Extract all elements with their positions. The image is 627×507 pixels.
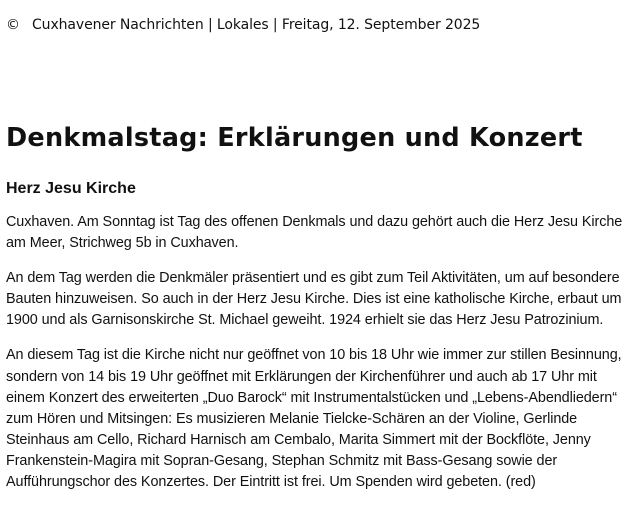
- source-line: [6, 15, 480, 35]
- source-text: Cuxhavener Nachrichten | Lokales | Freitag, 12. September 2025: [32, 17, 481, 33]
- copyright-symbol: ©: [6, 17, 20, 33]
- article-paragraph: Cuxhaven. Am Sonntag ist Tag des offenen Denkmals und dazu gehört auch die Herz Jesu Kirche am Meer, Strichweg 5b in Cuxhaven.: [6, 214, 623, 252]
- article-subheading: Herz Jesu Kirche: [6, 180, 136, 197]
- article-paragraph: An diesem Tag ist die Kirche nicht nur geöffnet von 10 bis 18 Uhr wie immer zur stillen Besinnung, sondern von 14 bis 19 Uhr geöffnet mit Erklärungen der Kirchenführer und auch ab 17 Uhr mit einem Konzert des erweiterten „Duo Barock“ mit Instrumentalstücken und „Lebens-Abendliedern“ zum Hören und Mitsingen: Es musizieren Melanie Tielcke-Schären an der Violine, Gerlinde Steinhaus am Cello, Richard Harnisch am Cembalo, Marita Simmert mit der Bockflöte, Jenny Frankenstein-Magira mit Sopran-Gesang, Stephan Schmitz mit Bass-Gesang sowie der Aufführungschor des Konzertes. Der Eintritt ist frei. Um Spenden wird gebeten. (red): [6, 347, 622, 491]
- article-paragraph: An dem Tag werden die Denkmäler präsentiert und es gibt zum Teil Aktivitäten, um auf besondere Bauten hinzuweisen. So auch in der Herz Jesu Kirche. Dies ist eine katholische Kirche, erbaut um 1900 und als Garnisonskirche St. Michael geweiht. 1924 erhielt sie das Herz Jesu Patrozinium.: [6, 270, 622, 329]
- article-headline: Denkmalstag: Erklärungen und Konzert: [6, 123, 583, 153]
- article-body: [6, 212, 624, 507]
